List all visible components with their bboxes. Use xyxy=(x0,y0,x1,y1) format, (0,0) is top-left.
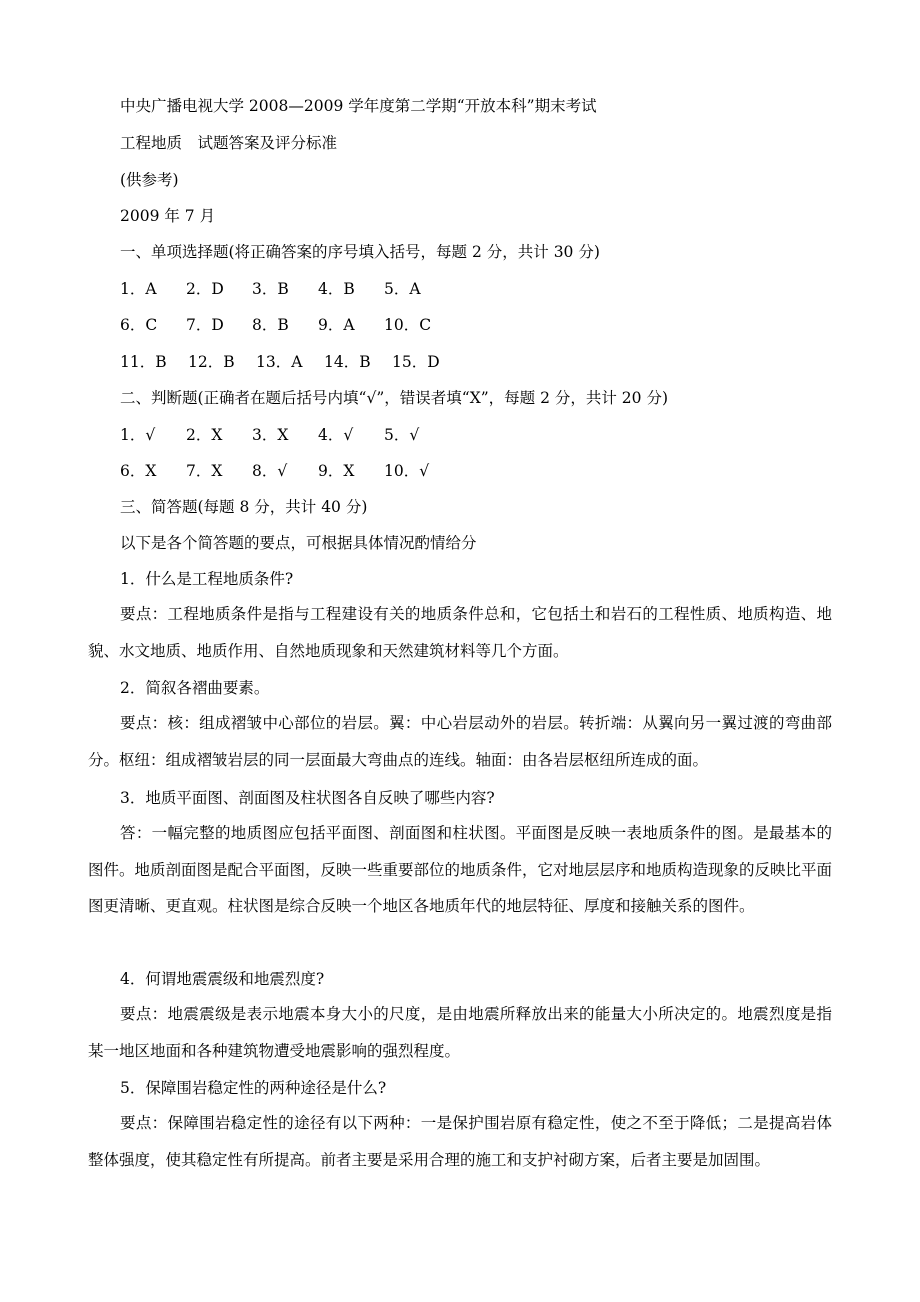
section1-heading: 一、单项选择题(将正确答案的序号填入括号，每题 2 分，共计 30 分) xyxy=(120,243,600,261)
answer-item: 6．X xyxy=(120,462,157,480)
answer-item: 14．B xyxy=(324,353,371,371)
section3-intro: 以下是各个简答题的要点，可根据具体情况酌情给分 xyxy=(120,534,477,552)
answer-row xyxy=(120,461,429,481)
exam-subtitle: 工程地质 试题答案及评分标准 xyxy=(120,134,338,152)
answer-item: 10．C xyxy=(384,316,432,334)
answer-item: 13．A xyxy=(256,353,303,371)
answer-item: 7．D xyxy=(186,316,224,334)
answer-3: 答：一幅完整的地质图应包括平面图、剖面图和柱状图。平面图是反映一表地质条件的图。是最基本的图件。地质剖面图是配合平面图，反映一些重要部位的地质条件，它对地层层序和地质构造现象的反映比平面图更清晰、更直观。柱状图是综合反映一个地区各地质年代的地层特征、厚度和接触关系的图件。 xyxy=(88,824,833,915)
answer-item: 1．√ xyxy=(120,426,156,444)
answer-2: 要点：核：组成褶皱中心部位的岩层。翼：中心岩层动外的岩层。转折端：从翼向另一翼过渡的弯曲部分。枢纽：组成褶皱岩层的同一层面最大弯曲点的连线。轴面：由各岩层枢纽所连成的面。 xyxy=(88,714,832,769)
answer-row xyxy=(120,425,419,445)
answer-item: 9．X xyxy=(318,462,355,480)
answer-item: 3．B xyxy=(252,280,289,298)
answer-item: 5．A xyxy=(384,280,421,298)
answer-item: 3．X xyxy=(252,426,289,444)
answer-item: 7．X xyxy=(186,462,223,480)
question-1: 1．什么是工程地质条件? xyxy=(120,570,294,588)
answer-item: 15．D xyxy=(392,353,440,371)
answer-row xyxy=(120,315,431,335)
answer-item: 4．B xyxy=(318,280,355,298)
exam-date: 2009 年 7 月 xyxy=(120,207,216,225)
answer-item: 4．√ xyxy=(318,426,354,444)
answer-item: 8．√ xyxy=(252,462,288,480)
answer-item: 10．√ xyxy=(384,462,430,480)
answer-1: 要点：工程地质条件是指与工程建设有关的地质条件总和，它包括土和岩石的工程性质、地质构造、地貌、水文地质、地质作用、自然地质现象和天然建筑材料等几个方面。 xyxy=(88,605,832,660)
exam-title: 中央广播电视大学 2008—2009 学年度第二学期“开放本科”期末考试 xyxy=(120,97,597,115)
answer-5: 要点：保障围岩稳定性的途径有以下两种：一是保护围岩原有稳定性，使之不至于降低；二是提高岩体整体强度，使其稳定性有所提高。前者主要是采用合理的施工和支护衬砌方案，后者主要是加固围。 xyxy=(88,1114,832,1169)
answer-row xyxy=(120,352,440,372)
answer-item: 2．X xyxy=(186,426,223,444)
answer-item: 9．A xyxy=(318,316,355,334)
answer-item: 6．C xyxy=(120,316,158,334)
answer-item: 11．B xyxy=(120,353,167,371)
answer-item: 5．√ xyxy=(384,426,420,444)
question-2: 2．简叙各褶曲要素。 xyxy=(120,679,270,697)
section3-heading: 三、简答题(每题 8 分，共计 40 分) xyxy=(120,498,368,516)
section2-heading: 二、判断题(正确者在题后括号内填“√”，错误者填“X”，每题 2 分，共计 20 分) xyxy=(120,389,668,407)
answer-item: 1．A xyxy=(120,280,157,298)
question-3: 3．地质平面图、剖面图及柱状图各自反映了哪些内容? xyxy=(120,789,495,807)
answer-item: 12．B xyxy=(188,353,235,371)
answer-item: 8．B xyxy=(252,316,289,334)
reference-note: (供参考) xyxy=(120,171,179,189)
question-5: 5．保障围岩稳定性的两种途径是什么? xyxy=(120,1079,387,1097)
question-4: 4．何谓地震震级和地震烈度? xyxy=(120,970,325,988)
answer-item: 2．D xyxy=(186,280,224,298)
answer-4: 要点：地震震级是表示地震本身大小的尺度，是由地震所释放出来的能量大小所决定的。地震烈度是指某一地区地面和各种建筑物遭受地震影响的强烈程度。 xyxy=(88,1005,832,1060)
answer-row xyxy=(120,279,421,299)
